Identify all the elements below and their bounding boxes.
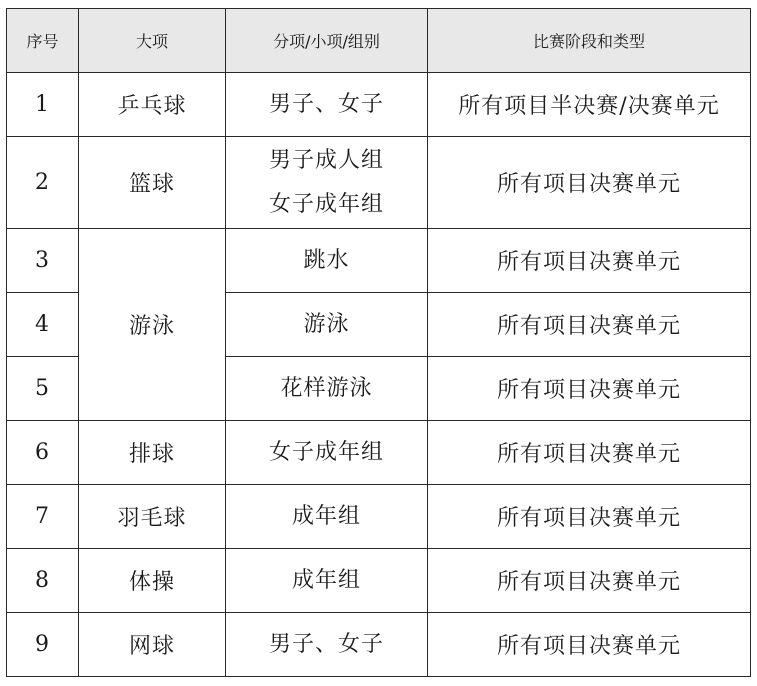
row-no: 5	[7, 357, 79, 421]
subcategory-line: 男子成人组	[268, 147, 384, 173]
subcategory-line: 花样游泳	[280, 375, 373, 401]
table-row	[7, 229, 751, 293]
row-category: 网球	[79, 613, 226, 677]
row-no: 2	[7, 137, 79, 229]
header-row	[7, 9, 751, 73]
row-category: 体操	[79, 549, 226, 613]
subcategory-line: 女子成年组	[268, 191, 384, 217]
row-stage: 所有项目决赛单元	[428, 137, 751, 229]
row-subcategory	[226, 293, 428, 357]
row-stage: 所有项目决赛单元	[428, 357, 751, 421]
row-no: 3	[7, 229, 79, 293]
row-no: 6	[7, 421, 79, 485]
subcategory-line: 女子成年组	[268, 439, 384, 465]
row-category: 排球	[79, 421, 226, 485]
row-stage: 所有项目半决赛/决赛单元	[428, 73, 751, 137]
table-row	[7, 73, 751, 137]
header-stage: 比赛阶段和类型	[428, 9, 751, 73]
table-header	[7, 9, 751, 73]
header-no: 序号	[7, 9, 79, 73]
row-no: 1	[7, 73, 79, 137]
subcategory-line: 男子、女子	[268, 91, 384, 117]
subcategory-line: 成年组	[291, 567, 361, 593]
row-stage: 所有项目决赛单元	[428, 613, 751, 677]
subcategory-line: 游泳	[303, 311, 350, 337]
events-table	[6, 8, 751, 677]
row-no: 7	[7, 485, 79, 549]
row-stage: 所有项目决赛单元	[428, 229, 751, 293]
row-subcategory	[226, 357, 428, 421]
row-no: 8	[7, 549, 79, 613]
header-subcategory: 分项/小项/组别	[226, 9, 428, 73]
row-subcategory	[226, 549, 428, 613]
row-subcategory	[226, 613, 428, 677]
row-stage: 所有项目决赛单元	[428, 549, 751, 613]
row-subcategory	[226, 229, 428, 293]
row-category: 羽毛球	[79, 485, 226, 549]
row-no: 9	[7, 613, 79, 677]
table-row	[7, 549, 751, 613]
header-category: 大项	[79, 9, 226, 73]
row-category: 篮球	[79, 137, 226, 229]
row-category: 乒乓球	[79, 73, 226, 137]
row-subcategory	[226, 73, 428, 137]
subcategory-line: 男子、女子	[268, 631, 384, 657]
table-row	[7, 137, 751, 229]
subcategory-line: 成年组	[291, 503, 361, 529]
row-stage: 所有项目决赛单元	[428, 421, 751, 485]
table-row	[7, 613, 751, 677]
row-subcategory	[226, 421, 428, 485]
row-subcategory	[226, 137, 428, 229]
subcategory-line: 跳水	[303, 247, 350, 273]
row-category: 游泳	[79, 229, 226, 421]
row-stage: 所有项目决赛单元	[428, 485, 751, 549]
row-subcategory	[226, 485, 428, 549]
row-no: 4	[7, 293, 79, 357]
table-body	[7, 73, 751, 677]
table-row	[7, 485, 751, 549]
row-stage: 所有项目决赛单元	[428, 293, 751, 357]
table-row	[7, 421, 751, 485]
